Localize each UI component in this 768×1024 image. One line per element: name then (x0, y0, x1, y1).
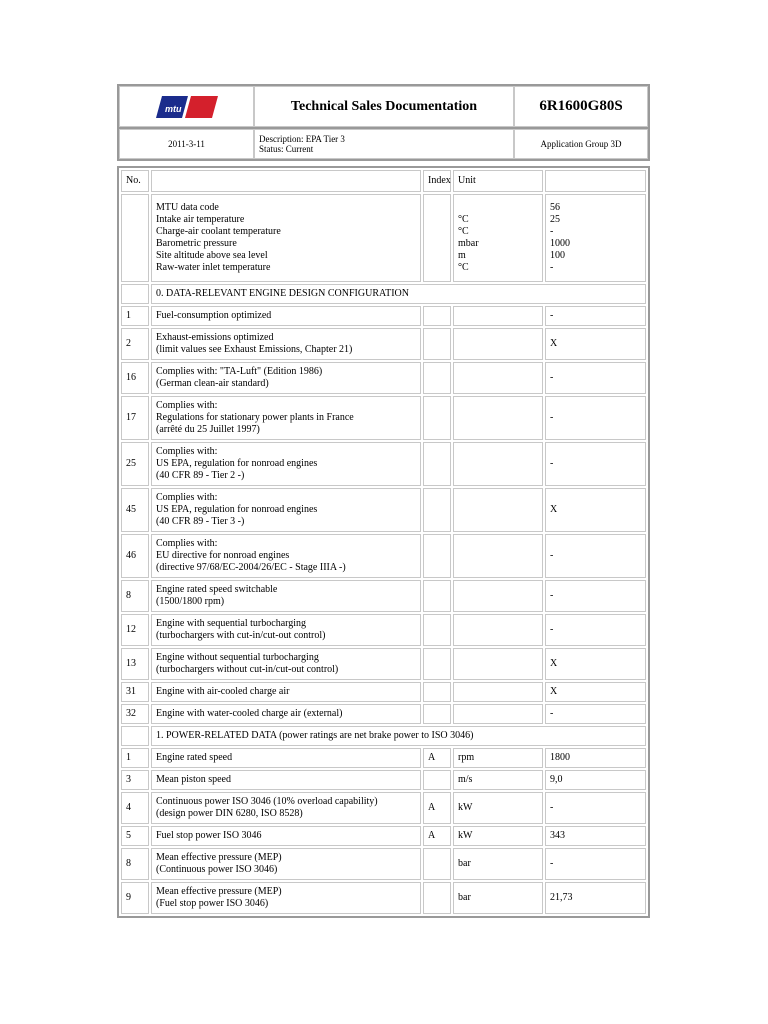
row-value: - (545, 848, 646, 880)
row-index (423, 362, 451, 394)
row-index (423, 396, 451, 440)
row-value: - (545, 396, 646, 440)
row-number: 8 (121, 848, 149, 880)
row-unit: kW (453, 792, 543, 824)
table-row (121, 848, 646, 880)
row-unit: rpm (453, 748, 543, 768)
row-number: 32 (121, 704, 149, 724)
engine-code: 6R1600G80S (514, 86, 648, 127)
row-unit (453, 306, 543, 326)
table-row (121, 580, 646, 612)
row-index (423, 488, 451, 532)
row-description: Engine with water-cooled charge air (external) (151, 704, 421, 724)
table-row (121, 704, 646, 724)
row-unit: m/s (453, 770, 543, 790)
row-index (423, 682, 451, 702)
row-description: Mean piston speed (151, 770, 421, 790)
header-info-row (117, 129, 650, 161)
row-index (423, 328, 451, 360)
row-value: - (545, 306, 646, 326)
row-number: 16 (121, 362, 149, 394)
row-description: Continuous power ISO 3046 (10% overload capability) (design power DIN 6280, ISO 8528) (151, 792, 421, 824)
row-description: Engine rated speed (151, 748, 421, 768)
row-index (423, 534, 451, 578)
row-unit (453, 580, 543, 612)
row-description: Complies with: "TA-Luft" (Edition 1986) (German clean-air standard) (151, 362, 421, 394)
table-row (121, 534, 646, 578)
row-value: - (545, 362, 646, 394)
table-row (121, 328, 646, 360)
row-number: 3 (121, 770, 149, 790)
row-description: Engine without sequential turbocharging (turbochargers without cut-in/cut-out control) (151, 648, 421, 680)
row-number: 17 (121, 396, 149, 440)
row-index: A (423, 826, 451, 846)
section-0-row (121, 284, 646, 304)
site-conditions-row (121, 194, 646, 282)
row-value: - (545, 614, 646, 646)
row-value: 9,0 (545, 770, 646, 790)
site-labels: MTU data code Intake air temperature Charge-air coolant temperature Barometric pressure Site altitude above sea level Raw-water inlet temperature (151, 194, 421, 282)
row-index (423, 704, 451, 724)
table-row (121, 306, 646, 326)
row-description: Exhaust-emissions optimized (limit values see Exhaust Emissions, Chapter 21) (151, 328, 421, 360)
row-value: 1800 (545, 748, 646, 768)
site-units: °C °C mbar m °C (453, 194, 543, 282)
row-unit: kW (453, 826, 543, 846)
row-index (423, 580, 451, 612)
status: Status: Current (259, 144, 314, 154)
row-value: - (545, 704, 646, 724)
row-number: 8 (121, 580, 149, 612)
table-row (121, 362, 646, 394)
row-description: Mean effective pressure (MEP) (Continuous power ISO 3046) (151, 848, 421, 880)
row-index (423, 306, 451, 326)
row-description: Complies with: EU directive for nonroad engines (directive 97/68/EC-2004/26/EC - Stage IIIA -) (151, 534, 421, 578)
col-unit-header: Unit (453, 170, 543, 192)
row-number: 5 (121, 826, 149, 846)
row-description: Mean effective pressure (MEP) (Fuel stop power ISO 3046) (151, 882, 421, 914)
section-1-row (121, 726, 646, 746)
table-row (121, 442, 646, 486)
table-row (121, 882, 646, 914)
row-description: Complies with: US EPA, regulation for nonroad engines (40 CFR 89 - Tier 2 -) (151, 442, 421, 486)
section-0-title: 0. DATA-RELEVANT ENGINE DESIGN CONFIGURATION (151, 284, 646, 304)
row-index (423, 442, 451, 486)
row-number: 46 (121, 534, 149, 578)
row-number: 12 (121, 614, 149, 646)
row-index (423, 882, 451, 914)
row-description: Complies with: Regulations for stationary power plants in France (arrêté du 25 Juillet 1997) (151, 396, 421, 440)
table-row (121, 770, 646, 790)
table-row (121, 826, 646, 846)
row-description: Fuel-consumption optimized (151, 306, 421, 326)
row-value: X (545, 328, 646, 360)
row-index: A (423, 748, 451, 768)
row-unit (453, 396, 543, 440)
row-value: - (545, 580, 646, 612)
mtu-logo (156, 96, 218, 118)
row-number: 25 (121, 442, 149, 486)
document-title: Technical Sales Documentation (254, 86, 514, 127)
table-row (121, 748, 646, 768)
description: Description: EPA Tier 3 (259, 134, 345, 144)
row-number: 31 (121, 682, 149, 702)
row-value: X (545, 682, 646, 702)
row-index (423, 848, 451, 880)
row-unit (453, 614, 543, 646)
row-value: - (545, 442, 646, 486)
row-number: 1 (121, 306, 149, 326)
row-unit (453, 648, 543, 680)
row-value: 21,73 (545, 882, 646, 914)
row-value: - (545, 792, 646, 824)
row-number: 13 (121, 648, 149, 680)
row-value: X (545, 648, 646, 680)
row-unit (453, 534, 543, 578)
application-group: Application Group 3D (514, 129, 648, 159)
row-unit (453, 442, 543, 486)
row-description: Fuel stop power ISO 3046 (151, 826, 421, 846)
row-index: A (423, 792, 451, 824)
row-description: Engine with sequential turbocharging (turbochargers with cut-in/cut-out control) (151, 614, 421, 646)
col-index-header: Index (423, 170, 451, 192)
logo-cell (119, 86, 254, 127)
row-unit (453, 704, 543, 724)
col-value-header (545, 170, 646, 192)
row-description: Complies with: US EPA, regulation for nonroad engines (40 CFR 89 - Tier 3 -) (151, 488, 421, 532)
row-index (423, 614, 451, 646)
row-unit: bar (453, 848, 543, 880)
table-header-row (121, 170, 646, 192)
row-number: 1 (121, 748, 149, 768)
col-desc-header (151, 170, 421, 192)
header-row (117, 84, 650, 129)
logo-text: mtu (164, 103, 181, 114)
table-row (121, 488, 646, 532)
table-row (121, 792, 646, 824)
row-number: 45 (121, 488, 149, 532)
row-unit (453, 328, 543, 360)
section-1-title: 1. POWER-RELATED DATA (power ratings are net brake power to ISO 3046) (151, 726, 646, 746)
table-row (121, 682, 646, 702)
row-index (423, 648, 451, 680)
row-unit (453, 682, 543, 702)
row-unit (453, 488, 543, 532)
row-value: 343 (545, 826, 646, 846)
description-cell (254, 129, 514, 159)
table-row (121, 648, 646, 680)
site-values: 56 25 - 1000 100 - (545, 194, 646, 282)
row-unit: bar (453, 882, 543, 914)
row-number: 2 (121, 328, 149, 360)
row-unit (453, 362, 543, 394)
row-index (423, 770, 451, 790)
document-date: 2011-3-11 (119, 129, 254, 159)
row-number: 9 (121, 882, 149, 914)
document (117, 84, 650, 918)
table-row (121, 614, 646, 646)
row-value: X (545, 488, 646, 532)
row-description: Engine with air-cooled charge air (151, 682, 421, 702)
row-description: Engine rated speed switchable (1500/1800 rpm) (151, 580, 421, 612)
col-no-header: No. (121, 170, 149, 192)
row-value: - (545, 534, 646, 578)
row-number: 4 (121, 792, 149, 824)
data-table (117, 166, 650, 918)
table-row (121, 396, 646, 440)
